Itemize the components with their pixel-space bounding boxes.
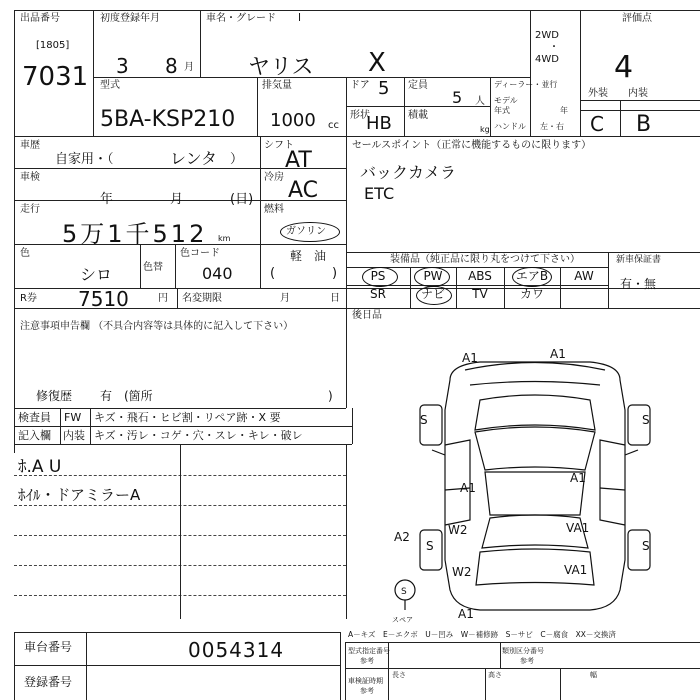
row-444	[14, 444, 352, 445]
equip-col-right	[608, 252, 609, 308]
class-label2: 参考	[520, 657, 534, 665]
mark-l: l	[298, 11, 302, 24]
repair-close: )	[328, 389, 333, 403]
shift-label: シフト	[264, 140, 294, 151]
capacity-unit: 人	[475, 96, 485, 107]
height-label: 高さ	[488, 671, 502, 679]
interior-note-text: キズ・汚レ・コゲ・穴・スレ・キレ・破レ	[94, 429, 303, 442]
recycle-label: R券	[20, 293, 37, 304]
spare-label: スペア	[392, 616, 413, 624]
exterior-label: 外装	[588, 88, 608, 99]
mark-right-va1: VA1	[566, 521, 590, 535]
reg-label: 登録番号	[24, 675, 73, 689]
doors-label: ドア	[350, 80, 370, 91]
history-value: 自家用・（	[55, 152, 114, 167]
col-580	[580, 10, 581, 136]
mark-wheel-rr: S	[642, 539, 650, 553]
row-408	[14, 408, 346, 409]
model-year-label2: 年式	[494, 106, 510, 115]
dealer-label: ディーラー・並行	[494, 80, 558, 89]
warranty-opts: 有・無	[620, 277, 657, 291]
equip-sr: SR	[370, 287, 386, 301]
sub-mid	[345, 668, 700, 669]
handwritten-2: ﾎｲﾙ・ドアミラーA	[18, 486, 141, 504]
color-change-label: 色替	[143, 262, 163, 273]
equip-top	[346, 252, 700, 253]
lot-number: 7031	[22, 62, 89, 92]
fw-text: キズ・飛石・ヒビ割・リペア跡・X 要	[94, 411, 281, 424]
col-260	[260, 136, 261, 288]
yen: 円	[158, 293, 168, 304]
diagram-legend: A－キズ E－エクボ U－凹み W－補修跡 S－サビ C－腐食 XX－交換済	[348, 630, 616, 639]
sales-line2: ETC	[364, 184, 395, 203]
mark-rear-a1: A1	[458, 607, 474, 621]
entry-label: 記入欄	[18, 429, 51, 442]
model-year-label: モデル	[494, 96, 518, 105]
capacity: 5	[452, 88, 463, 107]
inspection-day: (日)	[230, 192, 254, 207]
drive-dot: ・	[549, 42, 559, 53]
recycle: 7510	[78, 287, 129, 311]
model: 5BA-KSP210	[100, 107, 236, 132]
year-unit: 年	[560, 106, 568, 115]
load-label: 積載	[408, 110, 428, 121]
mark-door-right: A1	[570, 471, 586, 485]
chassis-label: 車台番号	[24, 640, 73, 654]
legal-label: 型式指定番号	[348, 647, 390, 655]
name-change-label: 名変期限	[182, 293, 222, 304]
handle-opts: 左・右	[540, 122, 564, 131]
displacement-label: 排気量	[262, 80, 292, 91]
score-label: 評価点	[622, 13, 652, 24]
equipment-label: 装備品（純正品に限り丸をつけて下さい）	[390, 254, 580, 265]
shift: AT	[285, 148, 312, 173]
row-ext-int	[580, 110, 700, 111]
handwritten-1: ﾎ.A U	[18, 457, 62, 477]
circle-airbag	[512, 267, 552, 287]
cert-label: 車検証時期	[348, 677, 383, 685]
equip-tv: TV	[472, 287, 488, 301]
row-divider-136	[14, 136, 700, 137]
length-label: 長さ	[392, 671, 406, 679]
inspection-label: 車検	[20, 172, 40, 183]
caution-label: 注意事項申告欄 （不具合内容等は具体的に記入して下さい）	[20, 321, 294, 332]
color-code: 040	[202, 264, 233, 283]
width-label: 幅	[590, 671, 597, 679]
note-col-2	[346, 444, 347, 619]
col-140	[140, 244, 141, 288]
lot-code: [1805]	[36, 40, 70, 51]
equip-navi: ナビ	[420, 287, 445, 301]
mark-wheel-rl: S	[426, 539, 434, 553]
sub-col-560	[560, 668, 561, 700]
date-label: 後日品	[352, 310, 382, 321]
mark-front-left: A1	[462, 351, 478, 365]
col-175	[175, 244, 176, 288]
name-change-month: 月	[280, 293, 290, 304]
fuel-light: 軽 油	[290, 249, 327, 263]
displacement: 1000	[270, 110, 316, 131]
history-close: ）	[230, 152, 244, 167]
cert-label2: 参考	[360, 687, 374, 695]
col-200	[200, 10, 201, 77]
footer-col-340	[340, 632, 341, 700]
sub-left	[345, 642, 346, 700]
fuel-gas: ガソリン	[286, 226, 326, 237]
repair-label: 修復歴	[36, 389, 73, 403]
handle-label: ハンドル	[494, 122, 526, 131]
col-490	[490, 77, 491, 136]
col-257	[257, 77, 258, 136]
car-damage-diagram	[380, 340, 700, 630]
col-90	[90, 408, 91, 444]
cc: cc	[328, 120, 339, 131]
color-label: 色	[20, 248, 30, 259]
history-label: 車歴	[20, 140, 40, 151]
mileage-label: 走行	[20, 204, 40, 215]
equip-abs: ABS	[468, 269, 492, 283]
fuel-paren-left: (	[270, 266, 276, 281]
equip-leather: カワ	[519, 287, 544, 301]
inspector-label: 検査員	[18, 411, 51, 424]
fuel-label: 燃料	[264, 204, 284, 215]
drive-2wd: 2WD	[535, 30, 559, 41]
mark-door-left: A1	[460, 481, 476, 495]
mark-spare: S	[401, 587, 407, 597]
col-177	[177, 288, 178, 308]
first-reg-month: 8	[165, 54, 178, 78]
col-93	[93, 10, 94, 136]
row-score-bottom	[580, 100, 700, 101]
interior-label: 内装	[628, 88, 648, 99]
fw-label: FW	[64, 411, 82, 424]
col-346c	[346, 308, 347, 408]
doors: 5	[378, 78, 390, 99]
color-code-label: 色コード	[180, 248, 220, 259]
fuel-gas-circle	[280, 222, 340, 242]
mark-wheel-fl: S	[420, 413, 428, 427]
fuel-paren-right: )	[332, 266, 338, 281]
inspection-month: 月	[170, 192, 184, 207]
repair-value: 有 (箇所	[100, 389, 153, 403]
color: シロ	[80, 265, 113, 284]
circle-navi	[416, 286, 452, 305]
sales-label: セールスポイント（正常に機能するものに限ります）	[352, 140, 592, 151]
col-352	[352, 408, 353, 444]
legal-label2: 参考	[360, 657, 374, 665]
inspection-year: 年	[100, 192, 114, 207]
col-ext-int	[620, 100, 621, 136]
load-unit: kg	[480, 125, 490, 134]
name-change-day: 日	[330, 293, 340, 304]
first-reg-year: 3	[116, 54, 129, 78]
model-grade-label: 車名・グレード	[206, 13, 276, 24]
model-label: 型式	[100, 80, 120, 91]
note-col-1	[180, 444, 181, 619]
footer-left	[14, 632, 15, 700]
chassis: 0054314	[188, 638, 285, 662]
interior-note-label: 内装	[63, 429, 85, 442]
interior: B	[636, 112, 652, 137]
history-rental: レンタ	[170, 149, 217, 168]
mark-left-w2-b: W2	[452, 565, 472, 579]
new-warranty-label: 新車保証書	[616, 255, 662, 265]
circle-ps	[362, 267, 398, 287]
sub-col-500	[500, 642, 501, 668]
capacity-label: 定員	[408, 80, 428, 91]
shape-label: 形状	[350, 110, 370, 121]
sub-col-485	[485, 668, 486, 700]
car-name: ヤリス	[248, 55, 314, 80]
month-suffix: 月	[184, 62, 194, 73]
equip-pw: PW	[423, 269, 443, 283]
equip-airbag: エアB	[515, 269, 549, 283]
footer-top	[14, 632, 340, 633]
row-106	[346, 106, 490, 107]
mark-rear-va1: VA1	[564, 563, 588, 577]
lot-label: 出品番号	[20, 13, 60, 24]
drive-4wd: 4WD	[535, 54, 559, 65]
ac: AC	[288, 178, 319, 203]
mark-left-a2: A2	[394, 530, 410, 544]
equip-aw: AW	[574, 269, 594, 283]
row-426	[14, 426, 352, 427]
ac-label: 冷房	[264, 172, 284, 183]
footer-col-86	[86, 632, 87, 700]
frame-left-top	[14, 10, 15, 136]
mark-left-w2-a: W2	[448, 523, 468, 537]
score: 4	[614, 50, 634, 85]
sales-line1: バックカメラ	[360, 163, 457, 182]
km: km	[218, 234, 231, 243]
first-reg-label: 初度登録年月	[100, 13, 160, 24]
sub-top	[345, 642, 700, 643]
mark-front-right: A1	[550, 347, 566, 361]
exterior: C	[590, 112, 604, 136]
shape: HB	[366, 113, 392, 134]
equip-ps: PS	[370, 269, 386, 283]
circle-pw	[414, 267, 450, 287]
class-label: 類別区分番号	[502, 647, 544, 655]
grade: X	[368, 48, 386, 78]
col-60	[60, 408, 61, 444]
footer-mid	[14, 665, 340, 666]
frame-left-mid	[14, 136, 15, 453]
mark-wheel-fr: S	[642, 413, 650, 427]
col-530	[530, 10, 531, 136]
frame-top	[14, 10, 700, 11]
mileage: 5万1千512	[62, 220, 208, 248]
